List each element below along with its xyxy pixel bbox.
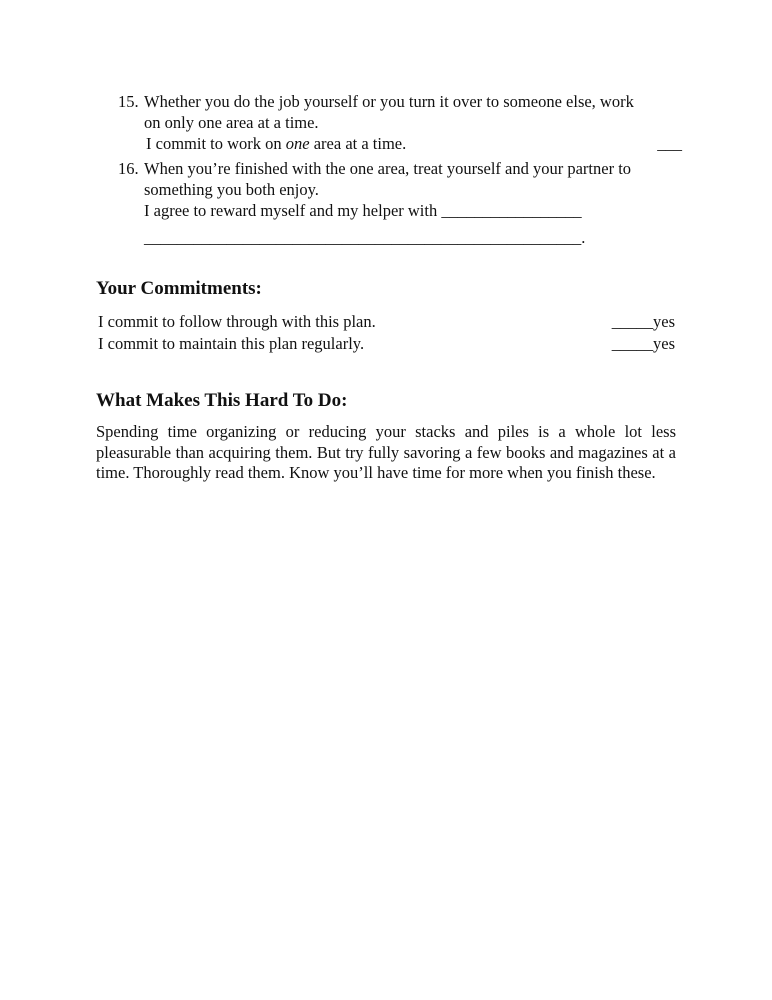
list-item-15 [118,91,682,154]
commit-emphasis: one [285,134,310,153]
item-text-line: When you’re finished with the one area, treat yourself and your partner to [144,159,632,178]
commitments-list [98,311,675,355]
item-number: 15. [118,92,139,111]
commit-text-after: area at a time. [309,134,407,153]
commit-check-blank[interactable]: ___ [657,134,682,153]
hard-paragraph: Spending time organizing or reducing your stacks and piles is a whole lot less pleasurable than acquiring them. But try fully savoring a few books and magazines at a time. Thoroughly read them. Know you’ll have time for more when you finish these. [96,422,676,482]
commitment-answer-blank[interactable]: _____yes [611,334,675,353]
reward-line[interactable]: I agree to reward myself and my helper with _________________ [144,201,582,220]
item-text-line: Whether you do the job yourself or you turn it over to someone else, work [144,92,634,111]
commitment-label: I commit to maintain this plan regularly. [98,334,365,353]
reward-blank-line[interactable]: _____________________________________________________. [144,228,586,247]
commitment-row [98,333,675,355]
item-text-line: on only one area at a time. [144,113,319,132]
item-body [144,158,678,248]
hard-heading: What Makes This Hard To Do: [96,390,348,411]
commitment-row [98,311,675,333]
item-body [144,91,682,154]
list-item-16 [118,158,678,248]
item-number: 16. [118,159,139,178]
commitments-heading: Your Commitments: [96,278,262,299]
commitment-label: I commit to follow through with this plan. [98,312,376,331]
commitment-answer-blank[interactable]: _____yes [611,312,675,331]
commit-statement [146,133,682,154]
item-text-line: something you both enjoy. [144,180,319,199]
commit-text-before: I commit to work on [146,134,286,153]
